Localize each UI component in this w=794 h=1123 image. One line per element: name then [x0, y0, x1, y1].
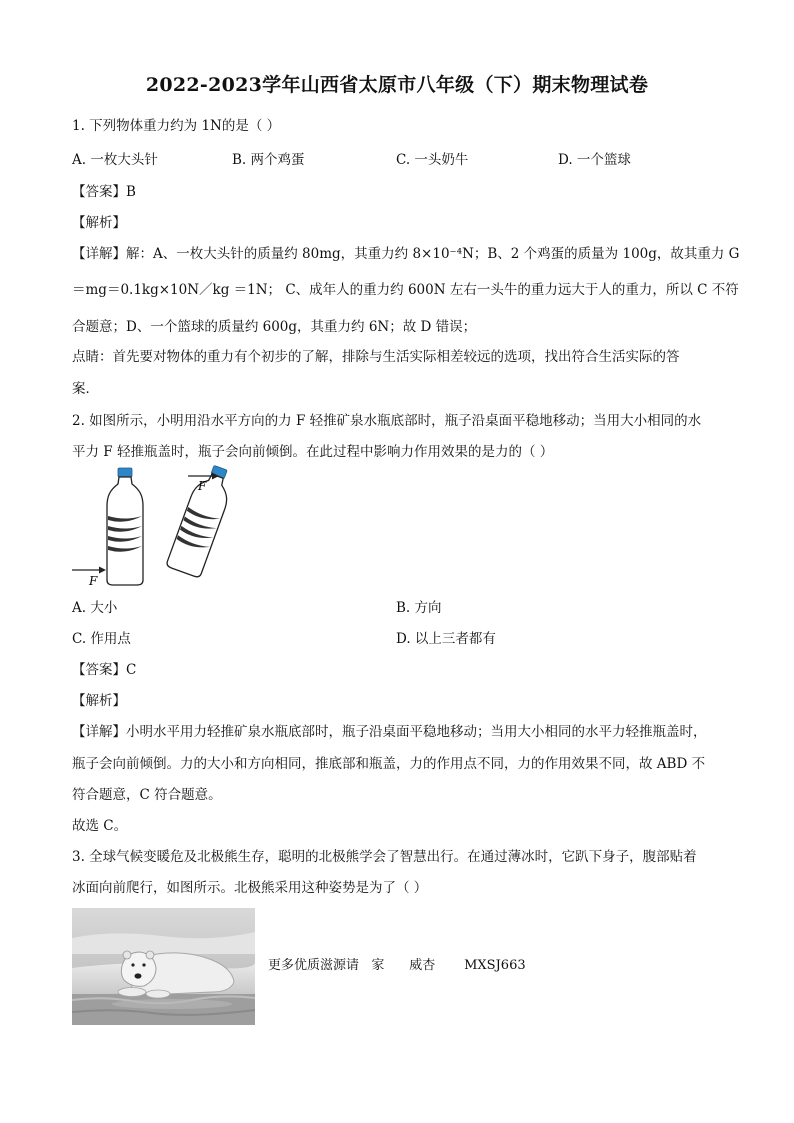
q1-detail-line-2: ＝mg＝0.1kg×10N／kg ＝1N； C、成年人的重力约 600N 左右一头牛的重力远大于人的重力，所以 C 不符: [72, 282, 739, 298]
force-label-top: F: [198, 479, 207, 493]
q1-option-c: C. 一头奶牛: [396, 152, 469, 168]
q2-stem-line-2: 平力 F 轻推瓶盖时，瓶子会向前倾倒。在此过程中影响力作用效果的是力的（ ）: [72, 444, 554, 460]
q1-option-b: B. 两个鸡蛋: [232, 152, 305, 168]
q1-note-line-2: 案．: [72, 381, 99, 397]
q2-analysis: 【解析】: [72, 693, 126, 709]
force-label-bottom: F: [89, 574, 98, 588]
q2-option-b: B. 方向: [396, 600, 442, 616]
q2-detail-line-1: 【详解】小明水平用力轻推矿泉水瓶底部时，瓶子沿桌面平稳地移动；当用大小相同的水平力轻推瓶盖时，: [72, 724, 707, 740]
bottle-figure: [68, 464, 268, 590]
q1-detail-line-1: 【详解】解：A、一枚大头针的质量约 80mg，其重力约 8×10⁻⁴N；B、2 个鸡蛋的质量为 100g，故其重力 G: [72, 246, 740, 262]
q2-conclusion: 故选 C。: [72, 818, 128, 834]
page-title: 2022-2023学年山西省太原市八年级（下）期末物理试卷: [145, 74, 649, 96]
q1-detail-line-3: 合题意；D、一个篮球的质量约 600g，其重力约 6N；故 D 错误；: [72, 319, 477, 335]
q1-note-line-1: 点睛：首先要对物体的重力有个初步的了解，排除与生活实际相差较远的选项，找出符合生活实际的答: [72, 349, 680, 365]
q1-stem: 1. 下列物体重力约为 1N的是（ ）: [72, 118, 281, 134]
q2-option-c: C. 作用点: [72, 631, 131, 647]
q2-detail-line-2: 瓶子会向前倾倒。力的大小和方向相同，推底部和瓶盖，力的作用点不同，力的作用效果不同，故 ABD 不: [72, 756, 706, 772]
polar-bear-photo: [72, 908, 255, 1025]
q2-answer: 【答案】C: [72, 662, 137, 678]
watermark-text: 更多优质滋源请 家 威杏 MXSJ663: [268, 958, 526, 973]
q2-option-a: A. 大小: [72, 600, 118, 616]
q1-option-a: A. 一枚大头针: [72, 152, 158, 168]
q3-stem-line-1: 3. 全球气候变暖危及北极熊生存，聪明的北极熊学会了智慧出行。在通过薄冰时，它趴下身子，腹部贴着: [72, 849, 697, 865]
q1-answer: 【答案】B: [72, 184, 136, 200]
q3-stem-line-2: 冰面向前爬行，如图所示。北极熊采用这种姿势是为了（ ）: [72, 880, 428, 896]
upright-bottle: [107, 468, 143, 585]
q1-analysis: 【解析】: [72, 215, 126, 231]
q2-stem-line-1: 2. 如图所示，小明用沿水平方向的力 F 轻推矿泉水瓶底部时，瓶子沿桌面平稳地移动；当用大小相同的水: [72, 413, 702, 429]
q2-detail-line-3: 符合题意，C 符合题意。: [72, 787, 222, 803]
q1-option-d: D. 一个篮球: [558, 152, 631, 168]
q2-option-d: D. 以上三者都有: [396, 631, 496, 647]
